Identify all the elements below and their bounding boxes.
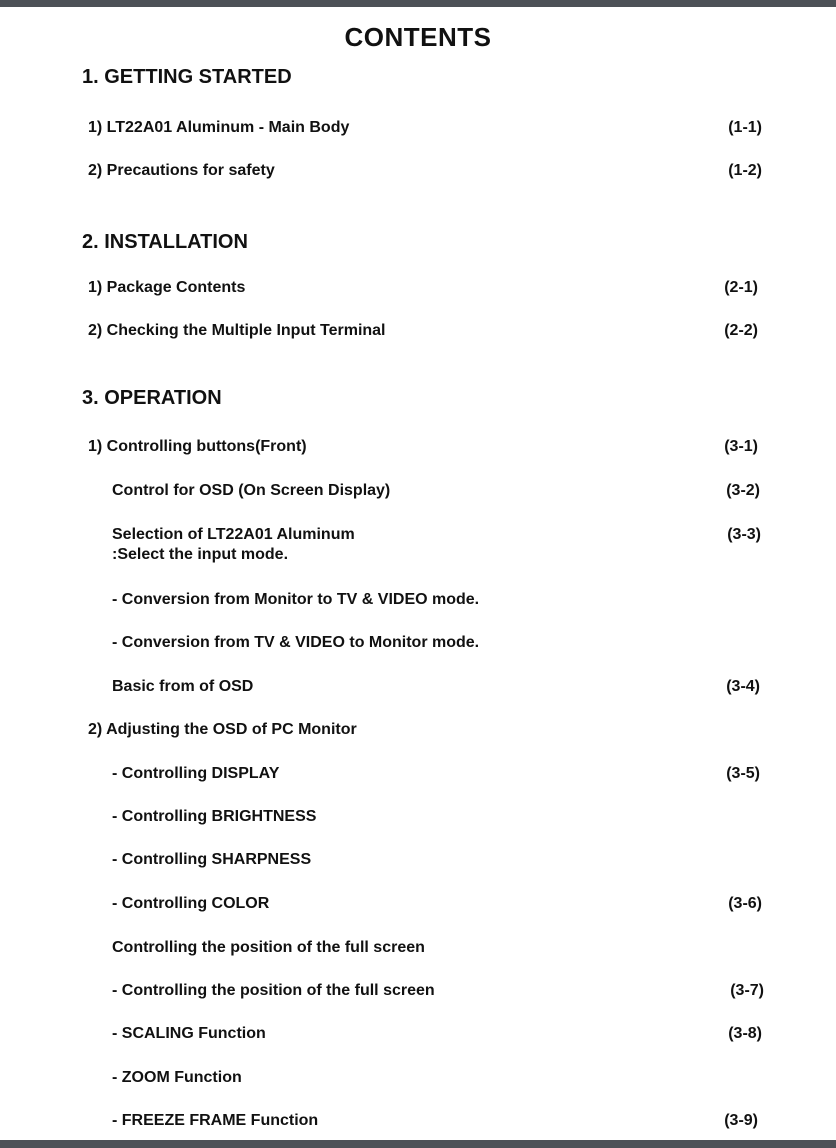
toc-entry-label: 2) Checking the Multiple Input Terminal	[88, 322, 386, 339]
toc-entry-control-osd[interactable]	[112, 481, 390, 501]
toc-entry-tv-to-monitor[interactable]	[112, 633, 479, 653]
toc-entry-label: - Conversion from TV & VIDEO to Monitor mode.	[112, 634, 480, 651]
top-frame-bar	[0, 0, 836, 7]
toc-entry-page: (3-1)	[724, 438, 758, 455]
toc-entry-label: - Conversion from Monitor to TV & VIDEO mode.	[112, 591, 480, 608]
toc-entry-controlling-color[interactable]	[112, 894, 269, 914]
section-heading-getting-started: 1. GETTING STARTED	[82, 66, 292, 88]
toc-entry-controlling-brightness[interactable]	[112, 807, 316, 827]
toc-entry-label: Control for OSD (On Screen Display)	[112, 482, 391, 499]
toc-entry-label: - Controlling DISPLAY	[112, 765, 280, 782]
toc-entry-page: (3-3)	[727, 526, 761, 543]
toc-entry-page: (3-6)	[728, 895, 762, 912]
toc-entry-controlling-sharpness[interactable]	[112, 850, 311, 870]
toc-entry-label: - Controlling COLOR	[112, 895, 270, 912]
toc-entry-precautions[interactable]	[88, 161, 275, 181]
toc-entry-monitor-to-tv[interactable]	[112, 590, 479, 610]
toc-entry-label: 2) Adjusting the OSD of PC Monitor	[88, 721, 357, 738]
toc-entry-page: (3-7)	[730, 982, 764, 999]
toc-entry-label: - SCALING Function	[112, 1025, 266, 1042]
toc-entry-page: (3-4)	[726, 678, 760, 695]
toc-entry-controlling-display[interactable]	[112, 764, 279, 784]
toc-entry-label: Controlling the position of the full screen	[112, 939, 425, 956]
toc-entry-label: - Controlling BRIGHTNESS	[112, 808, 317, 825]
toc-entry-main-body[interactable]	[88, 118, 349, 138]
toc-entry-label: - Controlling SHARPNESS	[112, 851, 312, 868]
toc-entry-label: Basic from of OSD	[112, 678, 254, 695]
toc-entry-controlling-buttons[interactable]	[88, 437, 307, 457]
page-title: CONTENTS	[344, 22, 492, 52]
toc-entry-label: - ZOOM Function	[112, 1069, 242, 1086]
toc-entry-selection-input-mode[interactable]	[112, 525, 355, 565]
toc-entry-sublabel: :Select the input mode.	[112, 546, 289, 563]
toc-entry-label: - FREEZE FRAME Function	[112, 1112, 319, 1129]
toc-entry-page: (3-8)	[728, 1025, 762, 1042]
toc-entry-page: (2-1)	[724, 279, 758, 296]
bottom-frame-bar	[0, 1140, 836, 1148]
toc-entry-page: (1-1)	[728, 119, 762, 136]
toc-entry-label: 1) Package Contents	[88, 279, 246, 296]
toc-entry-freeze-frame[interactable]	[112, 1111, 318, 1131]
toc-entry-page: (3-2)	[726, 482, 760, 499]
toc-entry-full-screen-position[interactable]	[112, 938, 425, 958]
toc-entry-label: 2) Precautions for safety	[88, 162, 275, 179]
section-heading-operation: 3. OPERATION	[82, 387, 222, 409]
toc-entry-label: 1) LT22A01 Aluminum - Main Body	[88, 119, 350, 136]
toc-entry-adjusting-osd[interactable]	[88, 720, 357, 740]
toc-entry-scaling[interactable]	[112, 1024, 266, 1044]
toc-entry-basic-osd[interactable]	[112, 677, 253, 697]
section-heading-installation: 2. INSTALLATION	[82, 231, 248, 253]
toc-entry-label: Selection of LT22A01 Aluminum	[112, 526, 355, 543]
toc-entry-page: (1-2)	[728, 162, 762, 179]
toc-entry-zoom[interactable]	[112, 1068, 242, 1088]
toc-entry-page: (3-9)	[724, 1112, 758, 1129]
toc-entry-package-contents[interactable]	[88, 278, 245, 298]
toc-entry-page: (3-5)	[726, 765, 760, 782]
toc-entry-label: 1) Controlling buttons(Front)	[88, 438, 307, 455]
toc-entry-controlling-full-screen-position[interactable]	[112, 981, 435, 1001]
toc-entry-label: - Controlling the position of the full screen	[112, 982, 435, 999]
toc-entry-page: (2-2)	[724, 322, 758, 339]
toc-entry-input-terminal[interactable]	[88, 321, 386, 341]
